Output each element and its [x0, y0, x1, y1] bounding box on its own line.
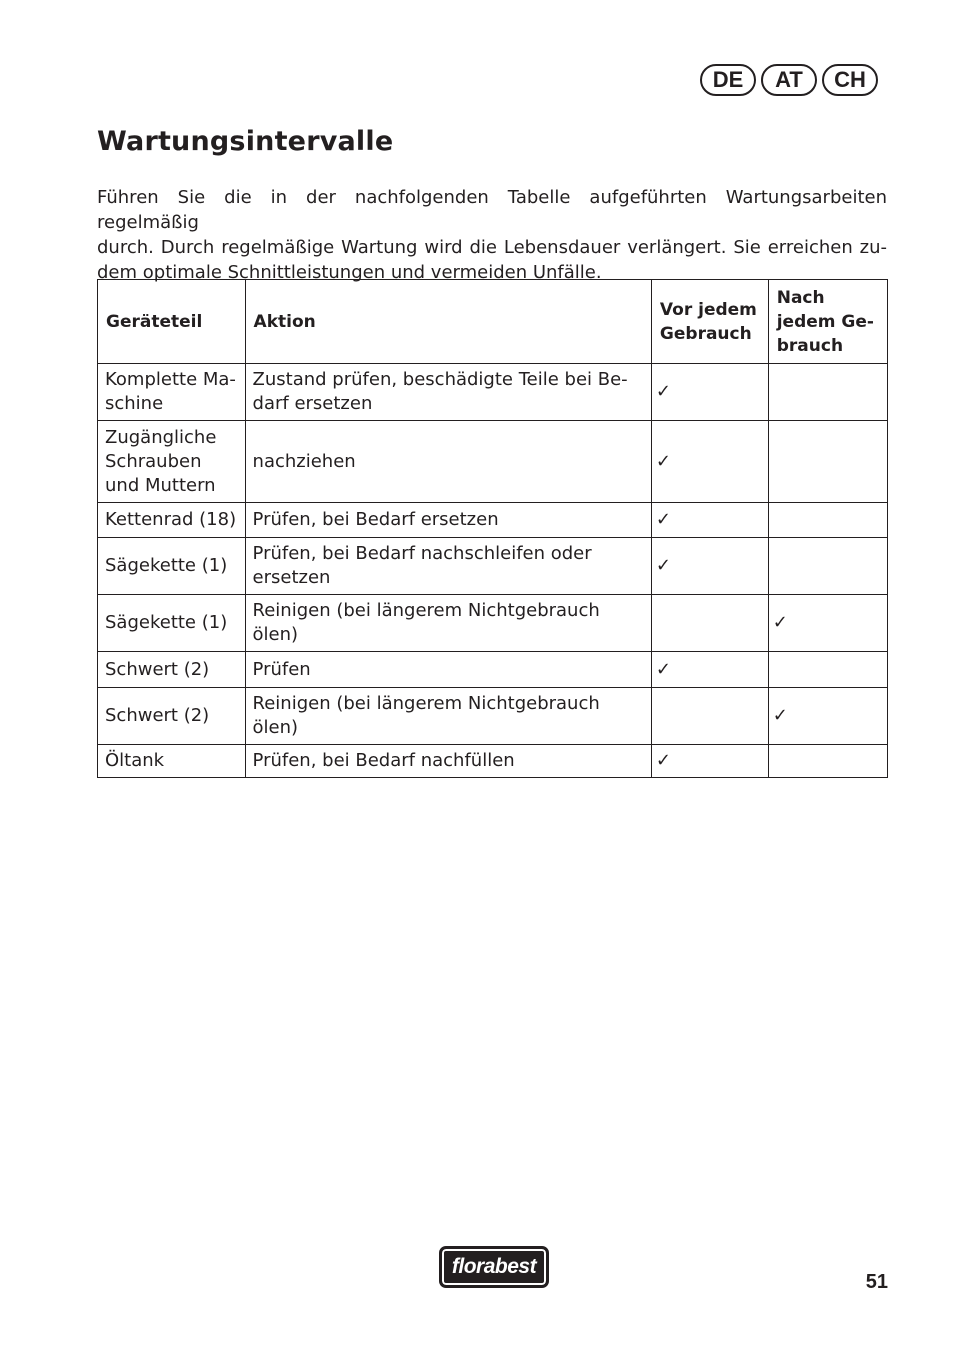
page-number: 51: [865, 1271, 888, 1293]
cell-before-use: [651, 595, 768, 652]
logo-text: florabest: [451, 1255, 537, 1278]
section-title: Wartungsintervalle: [97, 126, 394, 157]
check-icon: ✓: [655, 555, 672, 576]
cell-action: Prüfen, bei Bedarf nachfüllen: [245, 745, 651, 778]
cell-action: Prüfen: [245, 652, 651, 688]
cell-part: Schwert (2): [98, 688, 246, 745]
country-badge-de: DE: [700, 64, 756, 96]
cell-before-use: [651, 538, 768, 595]
table-row: [98, 364, 888, 421]
intro-paragraph: [97, 185, 887, 285]
cell-after-use: [768, 421, 887, 503]
check-icon: ✓: [655, 658, 672, 680]
cell-before-use: [651, 652, 768, 688]
florabest-logo: [439, 1246, 549, 1288]
cell-after-use: [768, 503, 887, 538]
cell-action: Reinigen (bei längerem Nichtgebrauch ölen): [245, 688, 651, 745]
table-header-row: [98, 280, 888, 364]
check-icon: ✓: [655, 450, 672, 472]
table-row: [98, 503, 888, 538]
cell-part: Schwert (2): [98, 652, 246, 688]
intro-line: durch. Durch regelmäßige Wartung wird die Lebensdauer verlängert. Sie erreichen zu-: [97, 237, 887, 258]
cell-action: nachziehen: [245, 421, 651, 503]
header-part: Geräteteil: [98, 280, 246, 364]
table-row: [98, 421, 888, 503]
check-icon: ✓: [655, 509, 672, 530]
check-icon: ✓: [772, 705, 788, 726]
cell-after-use: [768, 595, 887, 652]
header-after-use: Nach jedem Ge-brauch: [768, 280, 887, 364]
table-row: [98, 688, 888, 745]
cell-before-use: [651, 364, 768, 421]
cell-action: Prüfen, bei Bedarf ersetzen: [245, 503, 651, 538]
cell-part: Sägekette (1): [98, 595, 246, 652]
check-icon: ✓: [655, 750, 672, 771]
cell-before-use: [651, 745, 768, 778]
check-icon: ✓: [772, 612, 788, 633]
country-badge-ch: CH: [822, 64, 878, 96]
cell-part: Sägekette (1): [98, 538, 246, 595]
maintenance-table: [97, 279, 888, 778]
cell-after-use: [768, 688, 887, 745]
cell-action: Reinigen (bei längerem Nichtgebrauch ölen): [245, 595, 651, 652]
header-before-use: Vor jedem Gebrauch: [651, 280, 768, 364]
table-row: [98, 652, 888, 688]
cell-after-use: [768, 652, 887, 688]
country-badges: [700, 64, 890, 100]
cell-before-use: [651, 503, 768, 538]
country-badge-at: AT: [761, 64, 817, 96]
check-icon: ✓: [655, 381, 672, 402]
cell-part: Öltank: [98, 745, 246, 778]
table-row: [98, 745, 888, 778]
cell-after-use: [768, 745, 887, 778]
table-row: [98, 595, 888, 652]
cell-action: Prüfen, bei Bedarf nachschleifen oder ersetzen: [245, 538, 651, 595]
cell-before-use: [651, 688, 768, 745]
cell-action: Zustand prüfen, beschädigte Teile bei Be-darf ersetzen: [245, 364, 651, 421]
cell-part: Kettenrad (18): [98, 503, 246, 538]
intro-line: dem optimale Schnittleistungen und vermeiden Unfälle.: [97, 262, 602, 283]
cell-part: Komplette Ma-schine: [98, 364, 246, 421]
header-action: Aktion: [245, 280, 651, 364]
cell-after-use: [768, 538, 887, 595]
cell-part: Zugängliche Schrauben und Muttern: [98, 421, 246, 503]
cell-before-use: [651, 421, 768, 503]
table-row: [98, 538, 888, 595]
cell-after-use: [768, 364, 887, 421]
intro-line: Führen Sie die in der nachfolgenden Tabelle aufgeführten Wartungsarbeiten regelmäßig: [97, 187, 887, 233]
